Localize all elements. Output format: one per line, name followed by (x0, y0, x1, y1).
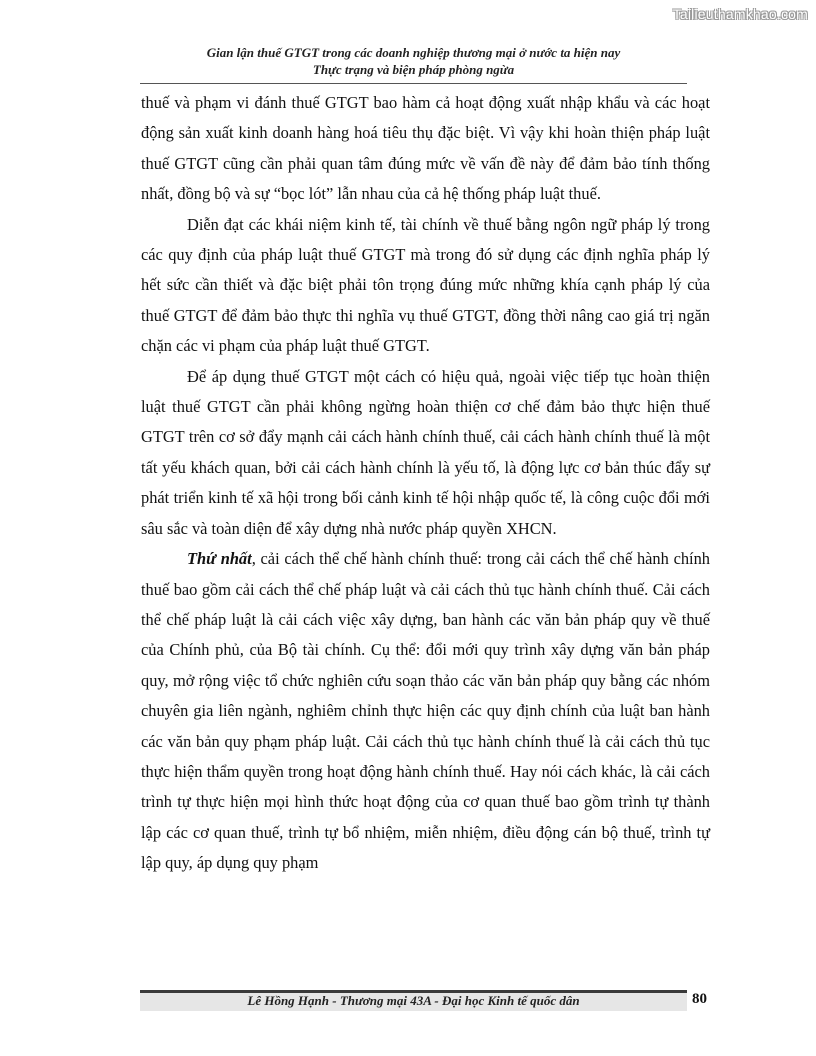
paragraph-4 (141, 544, 710, 878)
header-title-line-1: Gian lận thuế GTGT trong các doanh nghiệp thương mại ở nước ta hiện nay (206, 45, 621, 60)
paragraph-4-text: , cải cách thể chế hành chính thuế: trong cải cách thể chế hành chính thuế bao gồm cải cách thể chế pháp luật và cải cách thủ tục hành chính thuế. Cải cách thể chế pháp luật là cải cách việc xây dựng, ban hành các văn bản pháp quy về thuế của Chính phủ, của Bộ tài chính. Cụ thể: đổi mới quy trình xây dựng văn bản pháp quy, mở rộng việc tổ chức nghiên cứu soạn thảo các văn bản pháp quy bằng các nhóm chuyên gia liên ngành, nghiêm chỉnh thực hiện các quy định chính của luật ban hành các văn bản quy phạm pháp luật. Cải cách thủ tục hành chính thuế là cải cách thủ tục thực hiện thẩm quyền trong hoạt động hành chính thuế. Hay nói cách khác, là cải cách trình tự thực hiện mọi hình thức hoạt động của cơ quan thuế bao gồm trình tự thành lập các cơ quan thuế, trình tự bổ nhiệm, miễn nhiệm, điều động cán bộ thuế, trình tự lập quy, áp dụng quy phạm (141, 549, 710, 873)
header-title-line-2: Thực trạng và biện pháp phòng ngừa (312, 62, 515, 77)
header-divider (140, 83, 687, 84)
paragraph-3: Để áp dụng thuế GTGT một cách có hiệu quả, ngoài việc tiếp tục hoàn thiện luật thuế GTGT cần phải không ngừng hoàn thiện cơ chế đảm bảo thực hiện thuế GTGT trên cơ sở đẩy mạnh cải cách hành chính thuế, cải cách hành chính thuế là một tất yếu khách quan, bởi cải cách hành chính là yếu tố, là động lực cơ bản thúc đẩy sự phát triển kinh tế xã hội trong bối cảnh kinh tế hội nhập quốc tế, là công cuộc đổi mới sâu sắc và toàn diện để xây dựng nhà nước pháp quyền XHCN. (141, 366, 710, 538)
paragraph-4-lead: Thứ nhất (187, 549, 252, 569)
paragraph-2: Diễn đạt các khái niệm kinh tế, tài chính về thuế bằng ngôn ngữ pháp lý trong các quy định của pháp luật thuế GTGT mà trong đó sử dụng các định nghĩa pháp lý hết sức cần thiết và đặc biệt phải tôn trọng đúng mức những khía cạnh pháp lý của thuế GTGT để đảm bảo thực thi nghĩa vụ thuế GTGT, đồng thời nâng cao giá trị ngăn chặn các vi phạm của pháp luật thuế GTGT. (141, 214, 710, 356)
footer-author-line: Lê Hồng Hạnh - Thương mại 43A - Đại học Kinh tế quốc dân (247, 993, 580, 1008)
running-header (140, 44, 687, 78)
paragraph-1: thuế và phạm vi đánh thuế GTGT bao hàm cả hoạt động xuất nhập khẩu và các hoạt động sản xuất kinh doanh hàng hoá tiêu thụ đặc biệt. Vì vậy khi hoàn thiện pháp luật thuế GTGT cũng cần phải quan tâm đúng mức về vấn đề này để đảm bảo tính thống nhất, đồng bộ và sự “bọc lót” lẫn nhau của cả hệ thống pháp luật thuế. (141, 93, 710, 204)
page-number: 80 (692, 991, 707, 1007)
watermark-text: Tailieuthamkhao.com (672, 6, 808, 22)
document-body (141, 88, 710, 879)
